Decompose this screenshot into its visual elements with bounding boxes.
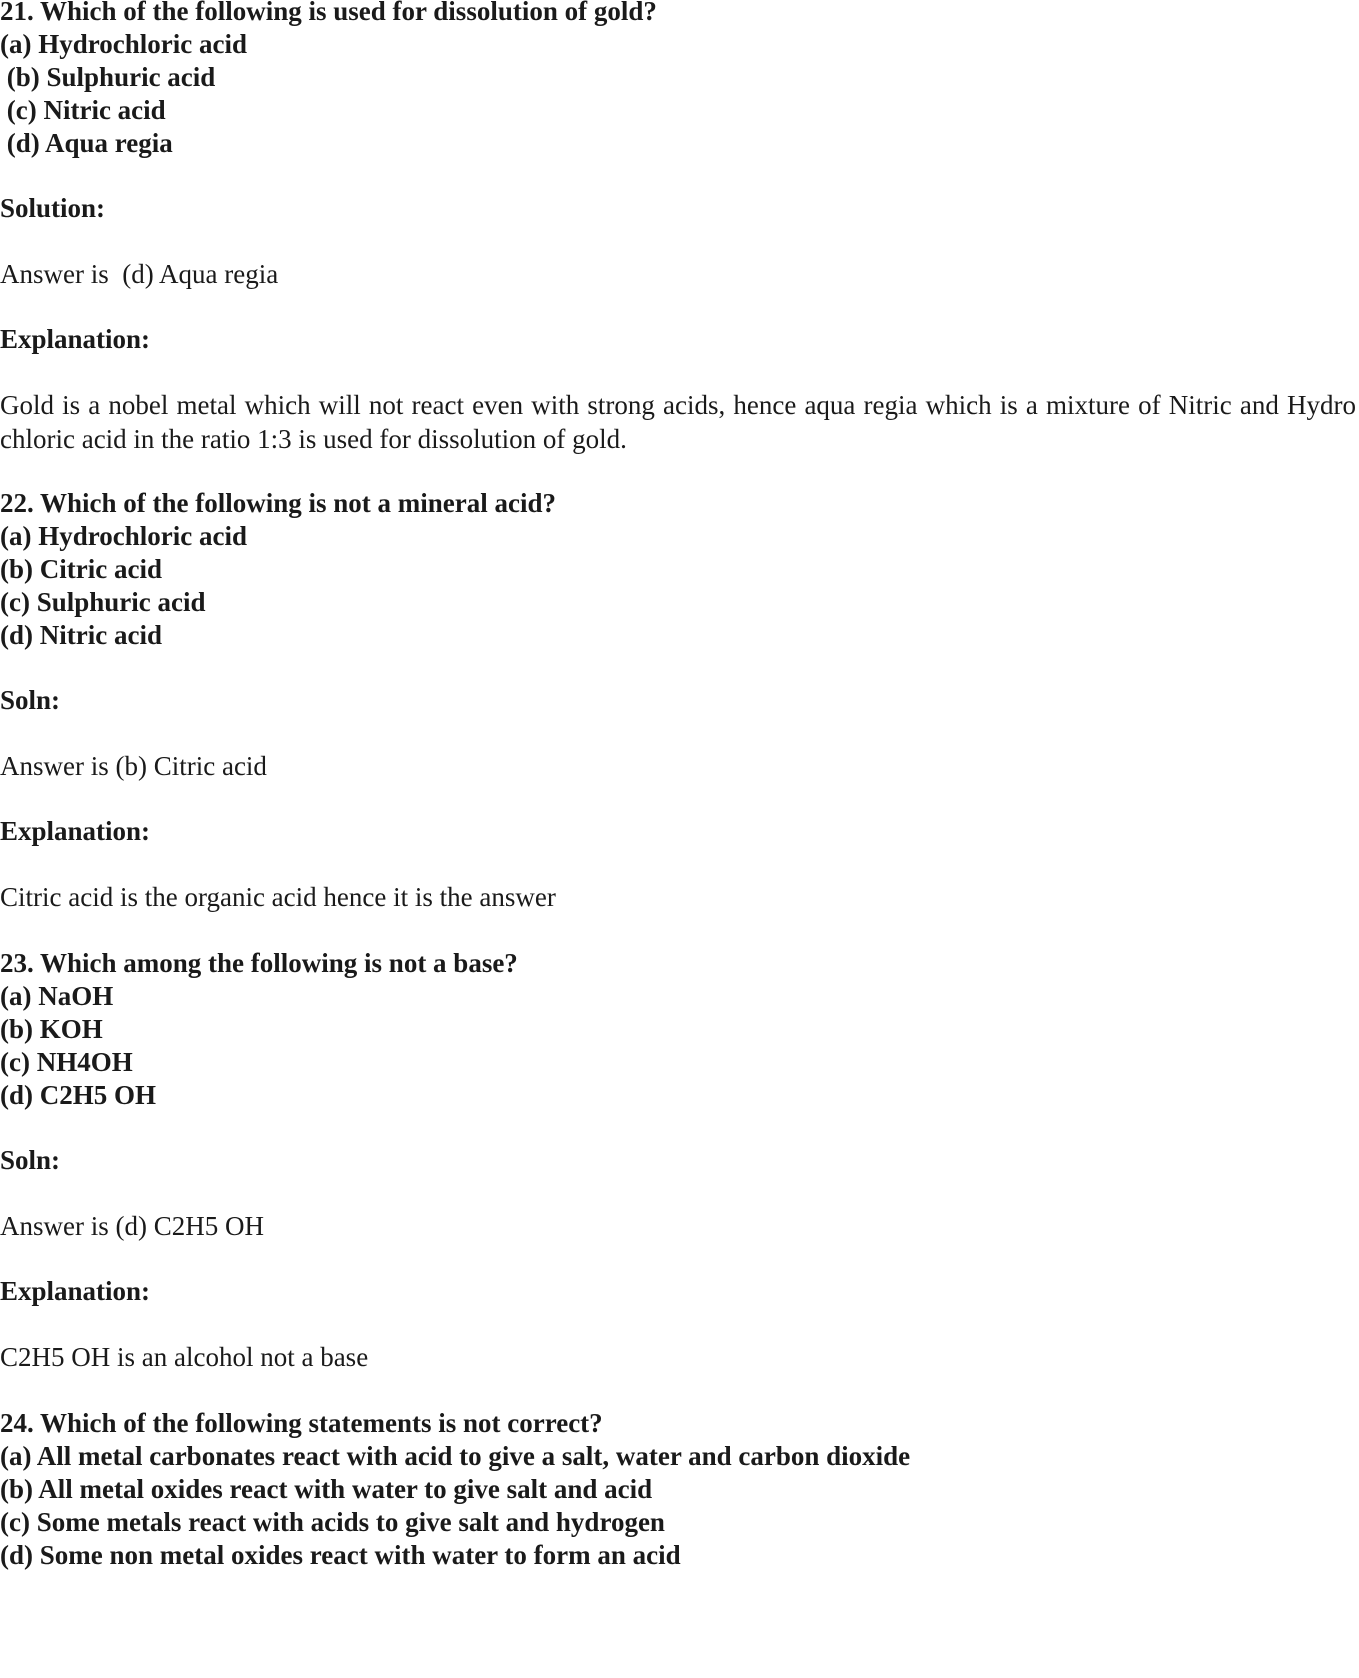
question-22-option-c: (c) Sulphuric acid: [0, 587, 206, 617]
question-21-explanation-label: Explanation:: [0, 324, 151, 354]
question-22-answer: Answer is (b) Citric acid: [0, 751, 267, 781]
question-23-option-a: (a) NaOH: [0, 981, 114, 1011]
question-23-solution-label: Soln:: [0, 1145, 61, 1175]
question-23-option-d: (d) C2H5 OH: [0, 1080, 157, 1110]
question-23-explanation-label: Explanation:: [0, 1276, 151, 1306]
question-24-option-c: (c) Some metals react with acids to give salt and hydrogen: [0, 1507, 665, 1537]
question-24-option-b: (b) All metal oxides react with water to give salt and acid: [0, 1474, 653, 1504]
question-23-explanation: C2H5 OH is an alcohol not a base: [0, 1342, 369, 1372]
question-22-explanation: Citric acid is the organic acid hence it is the answer: [0, 882, 556, 912]
question-21-explanation: Gold is a nobel metal which will not react even with strong acids, hence aqua regia which is a mixture of Nitric and Hydro chloric acid in the ratio 1:3 is used for dissolution of gold.: [0, 390, 1356, 454]
question-23-option-b: (b) KOH: [0, 1014, 103, 1044]
question-23-option-c: (c) NH4OH: [0, 1047, 133, 1077]
question-21-text: 21. Which of the following is used for dissolution of gold?: [0, 0, 657, 26]
question-24-option-a: (a) All metal carbonates react with acid to give a salt, water and carbon dioxide: [0, 1441, 911, 1471]
question-22-option-b: (b) Citric acid: [0, 554, 162, 584]
question-22-option-a: (a) Hydrochloric acid: [0, 521, 247, 551]
question-24-option-d: (d) Some non metal oxides react with water to form an acid: [0, 1540, 681, 1570]
question-22-option-d: (d) Nitric acid: [0, 620, 162, 650]
question-21-option-d: (d) Aqua regia: [0, 128, 173, 158]
question-23-answer: Answer is (d) C2H5 OH: [0, 1211, 264, 1241]
question-22-explanation-label: Explanation:: [0, 816, 151, 846]
question-21-answer: Answer is (d) Aqua regia: [0, 259, 279, 289]
question-21-option-a: (a) Hydrochloric acid: [0, 29, 247, 59]
question-22-text: 22. Which of the following is not a mineral acid?: [0, 488, 557, 518]
question-22-solution-label: Soln:: [0, 685, 61, 715]
question-23-text: 23. Which among the following is not a base?: [0, 948, 518, 978]
question-21-option-b: (b) Sulphuric acid: [0, 62, 216, 92]
question-21-solution-label: Solution:: [0, 193, 106, 223]
question-21-option-c: (c) Nitric acid: [0, 95, 166, 125]
question-24-text: 24. Which of the following statements is not correct?: [0, 1408, 603, 1438]
